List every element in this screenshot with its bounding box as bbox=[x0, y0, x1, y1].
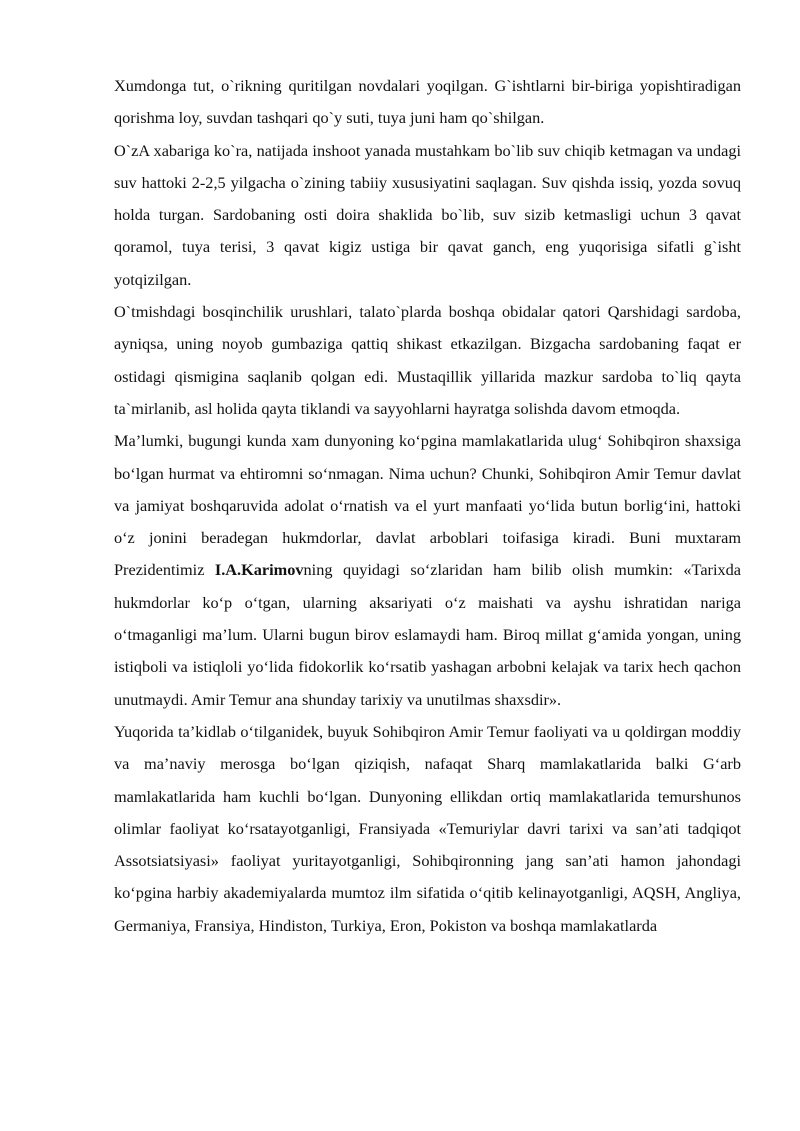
paragraph-4 bbox=[114, 425, 741, 716]
paragraph-2: O`zA xabariga ko`ra, natijada inshoot yanada mustahkam bo`lib suv chiqib ketmagan va undagi suv hattoki 2-2,5 yilgacha o`zining tabiiy xususiyatini saqlagan. Suv qishda issiq, yozda sovuq holda turgan. Sardobaning osti doira shaklida bo`lib, suv sizib ketmasligi uchun 3 qavat qoramol, tuya terisi, 3 qavat kigiz ustiga bir qavat ganch, eng yuqorisiga sifatli g`isht yotqizilgan. bbox=[114, 140, 741, 289]
document-page bbox=[114, 70, 741, 942]
paragraph-1: Xumdonga tut, o`rikning quritilgan novdalari yoqilgan. G`ishtlarni bir-biriga yopishtiradigan qorishma loy, suvdan tashqari qo`y suti, tuya juni ham qo`shilgan. bbox=[114, 76, 741, 128]
paragraph-3: O`tmishdagi bosqinchilik urushlari, talato`plarda boshqa obidalar qatori Qarshidagi sardoba, ayniqsa, uning noyob gumbaziga qattiq shikast etkazilgan. Bizgacha sardobaning faqat er ostidagi qismigina saqlanib qolgan edi. Mustaqillik yillarida mazkur sardoba to`liq qayta ta`mirlanib, asl holida qayta tiklandi va sayyohlarni hayratga solishda davom etmoqda. bbox=[114, 302, 741, 418]
president-name-bold: I.A.Karimov bbox=[214, 560, 304, 580]
paragraph-4-text-after: ning quyidagi so‘zlaridan ham bilib olish mumkin: «Tarixda hukmdorlar ko‘p o‘tgan, ularning aksariyati o‘z maishati va ayshu ishratidan nariga o‘tmaganligi ma’lum. Ularni bugun birov eslamaydi ham. Biroq millat g‘amida yongan, uning istiqboli va istiqloli yo‘lida fidokorlik ko‘rsatib yashagan arbobni kelajak va tarix hech qachon unutmaydi. Amir Temur ana shunday tarixiy va unutilmas shaxsdir». bbox=[114, 560, 741, 709]
paragraph-5: Yuqorida ta’kidlab o‘tilganidek, buyuk Sohibqiron Amir Temur faoliyati va u qoldirgan moddiy va ma’naviy merosga bo‘lgan qiziqish, nafaqat Sharq mamlakatlarida balki G‘arb mamlakatlarida ham kuchli bo‘lgan. Dunyoning ellikdan ortiq mamlakatlarida temurshunos olimlar faoliyat ko‘rsatayotganligi, Fransiyada «Temuriylar davri tarixi va san’ati tadqiqot Assotsiatsiyasi» faoliyat yuritayotganligi, Sohibqironning jang san’ati hamon jahondagi ko‘pgina harbiy akademiyalarda mumtoz ilm sifatida o‘qitib kelinayotganligi, AQSH, Angliya, Germaniya, Fransiya, Hindiston, Turkiya, Eron, Pokiston va boshqa mamlakatlarda bbox=[114, 721, 741, 935]
paragraph-4-text-before: Ma’lumki, bugungi kunda xam dunyoning ko‘pgina mamlakatlarida ulug‘ Sohibqiron shaxsiga bo‘lgan hurmat va ehtiromni so‘nmagan. Nima uchun? Chunki, Sohibqiron Amir Temur davlat va jamiyat boshqaruvida adolat o‘rnatish va el yurt manfaati yo‘lida butun borlig‘ini, hattoki o‘z jonini beradegan hukmdorlar, davlat arboblari toifasiga kiradi. Buni muxtaram Prezidentimiz bbox=[114, 431, 741, 580]
